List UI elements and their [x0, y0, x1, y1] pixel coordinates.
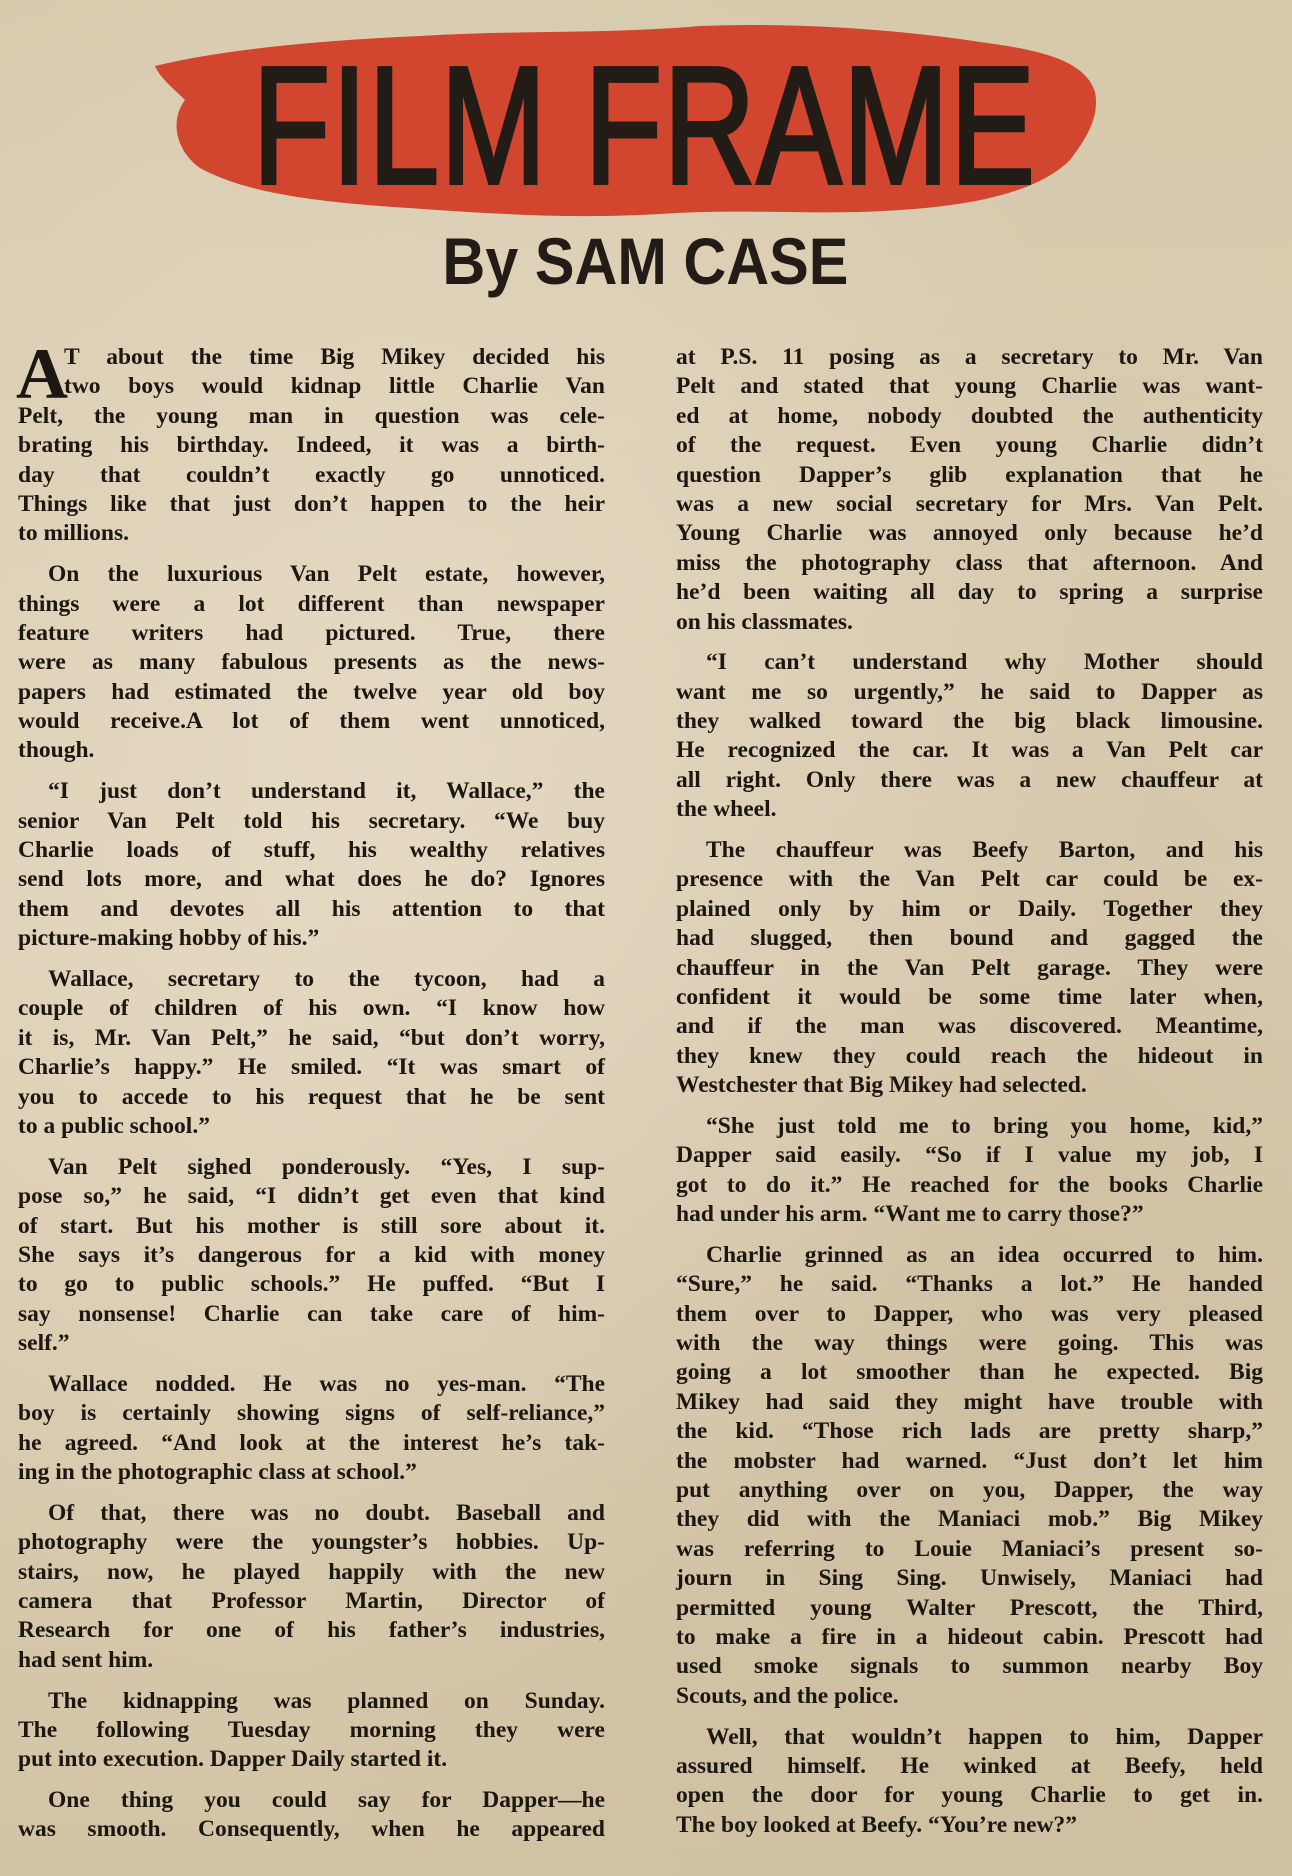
text-line: Charlie’s happy.” He smiled. “It was smart of: [18, 1054, 605, 1081]
article-column-right: [676, 343, 1263, 1851]
author-byline: By SAM CASE: [442, 224, 849, 298]
text-line: miss the photography class that afternoon. And: [676, 549, 1263, 576]
text-line: “She just told me to bring you home, kid,”: [706, 1112, 1263, 1139]
text-line: couple of children of his own. “I know how: [18, 995, 605, 1022]
drop-cap: A: [16, 334, 68, 414]
text-line: day that couldn’t exactly go unnoticed.: [18, 461, 605, 488]
text-line: Well, that wouldn’t happen to him, Dapper: [706, 1723, 1263, 1750]
text-line: used smoke signals to summon nearby Boy: [676, 1653, 1263, 1680]
text-line: things were a lot different than newspaper: [18, 590, 605, 617]
text-line: feature writers had pictured. True, there: [18, 619, 605, 646]
text-line: were as many fabulous presents as the news-: [18, 649, 605, 676]
text-line: on his classmates.: [676, 608, 853, 635]
article-column-left: [16, 334, 605, 1856]
text-line: they did with the Maniaci mob.” Big Mikey: [676, 1506, 1263, 1533]
text-line: the kid. “Those rich lads are pretty sharp,”: [676, 1418, 1263, 1445]
text-line: She says it’s dangerous for a kid with money: [18, 1241, 605, 1268]
text-line: assured himself. He winked at Beefy, held: [676, 1752, 1263, 1779]
text-line: boy is certainly showing signs of self-reliance,”: [18, 1400, 605, 1427]
paragraph: [18, 1153, 605, 1359]
text-line: “Sure,” he said. “Thanks a lot.” He handed: [676, 1271, 1263, 1298]
text-line: papers had estimated the twelve year old boy: [18, 678, 605, 705]
text-line: to a public school.”: [18, 1112, 210, 1139]
text-line: was a new social secretary for Mrs. Van Pelt.: [676, 490, 1263, 517]
text-line: to go to public schools.” He puffed. “But I: [18, 1271, 605, 1298]
text-line: One thing you could say for Dapper—he: [48, 1787, 605, 1814]
text-line: chauffeur in the Van Pelt garage. They were: [676, 954, 1263, 981]
text-line: camera that Professor Martin, Director of: [18, 1587, 605, 1614]
paragraph: [18, 560, 605, 766]
text-line: would receive.A lot of them went unnoticed,: [18, 708, 605, 735]
text-line: Charlie grinned as an idea occurred to him.: [706, 1241, 1263, 1268]
text-line: put into execution. Dapper Daily started it.: [18, 1746, 448, 1773]
text-line: brating his birthday. Indeed, it was a birth-: [18, 432, 605, 459]
text-line: T about the time Big Mikey decided his: [64, 344, 605, 370]
text-line: Van Pelt sighed ponderously. “Yes, I sup-: [48, 1153, 605, 1180]
paragraph: [18, 965, 605, 1141]
text-line: them over to Dapper, who was very pleased: [676, 1300, 1263, 1327]
text-line: with the way things were going. This was: [676, 1330, 1263, 1357]
text-line: they knew they could reach the hideout in: [676, 1042, 1263, 1069]
text-line: Pelt and stated that young Charlie was want-: [676, 373, 1263, 400]
paragraph: [676, 1112, 1263, 1230]
text-line: going a lot smoother than he expected. Big: [676, 1359, 1263, 1386]
text-line: senior Van Pelt told his secretary. “We buy: [18, 807, 605, 834]
text-line: open the door for young Charlie to get in.: [676, 1782, 1263, 1809]
text-line: Wallace, secretary to the tycoon, had a: [48, 965, 605, 992]
text-line: Pelt, the young man in question was cele-: [18, 402, 605, 429]
text-line: Westchester that Big Mikey had selected.: [676, 1072, 1087, 1099]
text-line: The boy looked at Beefy. “You’re new?”: [676, 1811, 1078, 1838]
text-line: self.”: [18, 1330, 70, 1357]
text-line: want me so urgently,” he said to Dapper as: [676, 678, 1263, 705]
text-line: the mobster had warned. “Just don’t let him: [676, 1447, 1263, 1474]
text-line: The kidnapping was planned on Sunday.: [48, 1687, 605, 1714]
paragraph: [18, 1786, 605, 1845]
text-line: photography were the youngster’s hobbies. Up-: [18, 1529, 605, 1556]
paragraph: [16, 334, 605, 549]
text-line: had under his arm. “Want me to carry those?”: [676, 1201, 1144, 1228]
text-line: presence with the Van Pelt car could be ex-: [676, 866, 1263, 893]
text-line: confident it would be some time later when,: [676, 983, 1263, 1010]
text-line: and if the man was discovered. Meantime,: [676, 1013, 1263, 1040]
text-line: you to accede to his request that he be sent: [18, 1083, 605, 1110]
text-line: Mikey had said they might have trouble with: [676, 1388, 1263, 1415]
text-line: to make a fire in a hideout cabin. Prescott had: [676, 1623, 1263, 1650]
text-line: stairs, now, he played happily with the new: [18, 1558, 605, 1585]
text-line: send lots more, and what does he do? Ignores: [18, 866, 605, 893]
text-line: say nonsense! Charlie can take care of him-: [18, 1300, 605, 1327]
text-line: plained only by him or Daily. Together they: [676, 895, 1263, 922]
text-line: Of that, there was no doubt. Baseball and: [48, 1499, 605, 1526]
text-line: the wheel.: [676, 796, 777, 823]
text-line: had slugged, then bound and gagged the: [676, 925, 1263, 952]
paragraph: [676, 1723, 1263, 1841]
paragraph: [18, 1370, 605, 1488]
text-line: to millions.: [18, 520, 129, 547]
text-line: of start. But his mother is still sore about it.: [18, 1212, 605, 1239]
text-line: all right. Only there was a new chauffeur at: [676, 766, 1263, 793]
text-line: Research for one of his father’s industries,: [18, 1617, 605, 1644]
text-line: it is, Mr. Van Pelt,” he said, “but don’t worry,: [18, 1024, 605, 1051]
text-line: question Dapper’s glib explanation that he: [676, 461, 1263, 488]
paragraph: [676, 836, 1263, 1101]
text-line: got to do it.” He reached for the books Charlie: [676, 1171, 1263, 1198]
text-line: Scouts, and the police.: [676, 1682, 899, 1709]
text-line: though.: [18, 737, 95, 764]
text-line: On the luxurious Van Pelt estate, however,: [48, 561, 605, 588]
paragraph: [18, 777, 605, 953]
text-line: he’d been waiting all day to spring a surprise: [676, 579, 1263, 606]
text-line: permitted young Walter Prescott, the Third,: [676, 1594, 1263, 1621]
text-line: them and devotes all his attention to that: [18, 895, 605, 922]
text-line: Dapper said easily. “So if I value my job, I: [676, 1142, 1263, 1169]
paragraph: [18, 1499, 605, 1675]
paragraph: [18, 1687, 605, 1775]
text-line: The following Tuesday morning they were: [18, 1716, 605, 1743]
text-line: was smooth. Consequently, when he appeared: [18, 1816, 605, 1843]
paragraph: [676, 343, 1263, 637]
text-line: Young Charlie was annoyed only because he’d: [676, 520, 1263, 547]
text-line: of the request. Even young Charlie didn’t: [676, 432, 1263, 459]
text-line: put anything over on you, Dapper, the way: [676, 1477, 1263, 1504]
text-line: pose so,” he said, “I didn’t get even that kind: [18, 1183, 605, 1210]
text-line: he agreed. “And look at the interest he’s tak-: [18, 1429, 605, 1456]
text-line: picture-making hobby of his.”: [18, 925, 320, 952]
text-line: they walked toward the big black limousine.: [676, 708, 1263, 735]
text-line: journ in Sing Sing. Unwisely, Maniaci had: [676, 1565, 1263, 1592]
paragraph: [676, 648, 1263, 824]
text-line: two boys would kidnap little Charlie Van: [64, 373, 605, 400]
text-line: He recognized the car. It was a Van Pelt car: [676, 737, 1263, 764]
text-line: “I just don’t understand it, Wallace,” the: [48, 778, 605, 805]
text-line: ing in the photographic class at school.”: [18, 1459, 417, 1486]
text-line: was referring to Louie Maniaci’s present so-: [676, 1535, 1263, 1562]
text-line: “I can’t understand why Mother should: [706, 649, 1263, 676]
article-title: FILM FRAME: [252, 33, 1037, 219]
text-line: Wallace nodded. He was no yes-man. “The: [48, 1370, 605, 1397]
text-line: Charlie loads of stuff, his wealthy relatives: [18, 837, 605, 864]
text-line: Things like that just don’t happen to the heir: [18, 490, 605, 517]
text-line: ed at home, nobody doubted the authenticity: [676, 402, 1263, 429]
text-line: The chauffeur was Beefy Barton, and his: [706, 837, 1263, 864]
text-line: had sent him.: [18, 1646, 154, 1673]
text-line: at P.S. 11 posing as a secretary to Mr. Van: [676, 344, 1263, 370]
paragraph: [676, 1241, 1263, 1711]
